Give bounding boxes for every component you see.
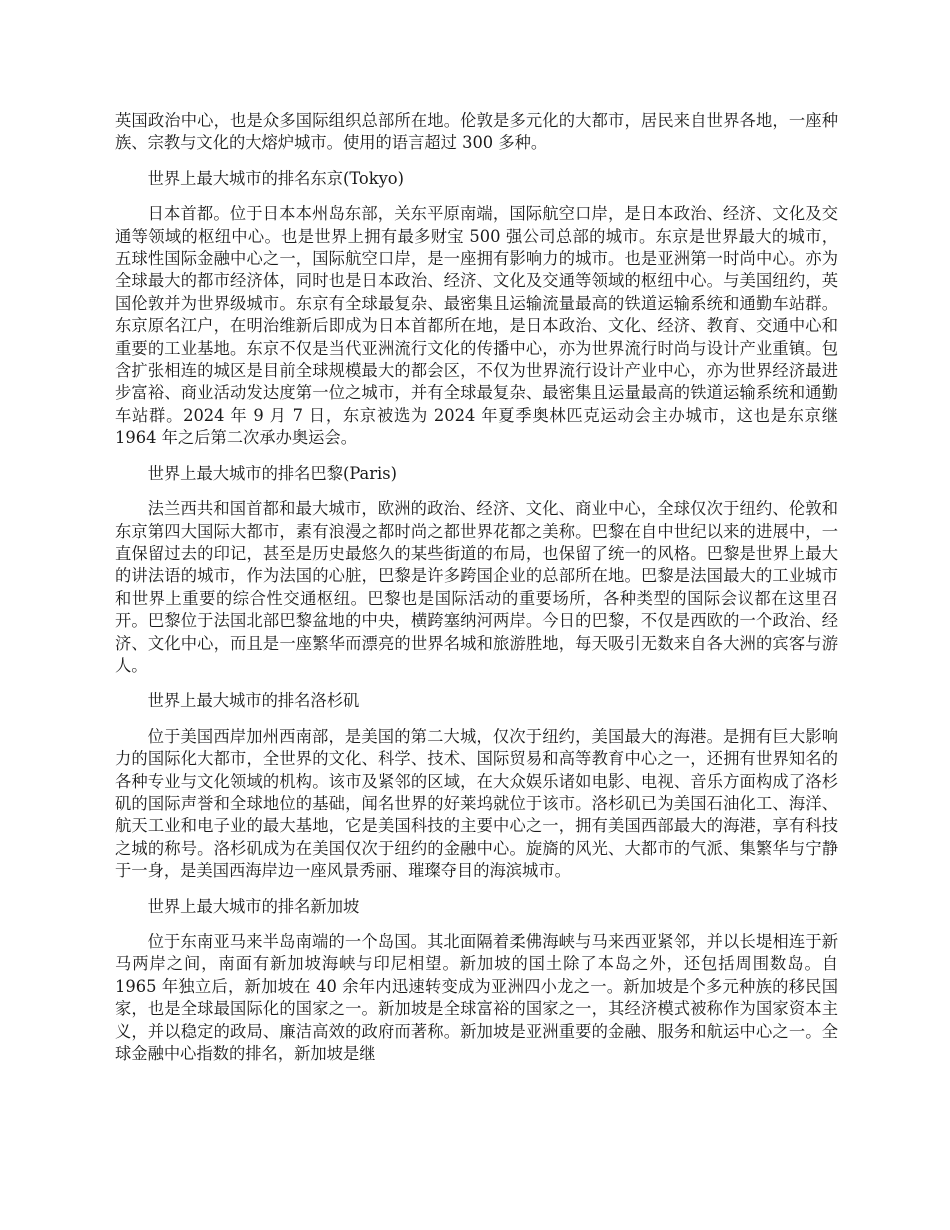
paragraph-singapore: 位于东南亚马来半岛南端的一个岛国。其北面隔着柔佛海峡与马来西亚紧邻，并以长堤相连于新马两岸之间，南面有新加坡海峡与印尼相望。新加坡的国土除了本岛之外，还包括周围数岛。自 1965 年独立后，新加坡在 40 余年内迅速转变成为亚洲四小龙之一。新加坡是个多元种族的移民国家，也是全球最国际化的国家之一。新加坡是全球富裕的国家之一，其经济模式被称作为国家资本主义，并以稳定的政局、廉洁高效的政府而著称。新加坡是亚洲重要的金融、服务和航运中心之一。全球金融中心指数的排名，新加坡是继 [115,932,838,1064]
paragraph-london-cont: 英国政治中心，也是众多国际组织总部所在地。伦敦是多元化的大都市，居民来自世界各地，一座种族、宗教与文化的大熔炉城市。使用的语言超过 300 多种。 [115,111,838,153]
paragraph-tokyo: 日本首都。位于日本本州岛东部，关东平原南端，国际航空口岸，是日本政治、经济、文化及交通等领域的枢纽中心。也是世界上拥有最多财宝 500 强公司总部的城市。东京是世界最大的城市，五球性国际金融中心之一，国际航空口岸，是一座拥有影响力的城市。也是亚洲第一时尚中心。亦为全球最大的都市经济体，同时也是日本政治、经济、文化及交通等领域的枢纽中心。与美国纽约，英国伦敦并为世界级城市。东京有全球最复杂、最密集且运输流量最高的铁道运输系统和通勤车站群。东京原名江户，在明治维新后即成为日本首都所在地，是日本政治、文化、经济、教育、交通中心和重要的工业基地。东京不仅是当代亚洲流行文化的传播中心，亦为世界流行时尚与设计产业重镇。包含扩张相连的城区是目前全球规模最大的都会区，不仅为世界流行设计产业中心，亦为世界经济最进步富裕、商业活动发达度第一位之城市，并有全球最复杂、最密集且运量最高的铁道运输系统和通勤车站群。2024 年 9 月 7 日，东京被选为 2024 年夏季奥林匹克运动会主办城市，这也是东京继 1964 年之后第二次承办奥运会。 [115,204,838,448]
heading-los-angeles: 世界上最大城市的排名洛杉矶 [147,691,360,711]
document-page [115,110,838,1078]
heading-paris: 世界上最大城市的排名巴黎(Paris) [147,463,397,483]
paragraph-los-angeles: 位于美国西岸加州西南部，是美国的第二大城，仅次于纽约，美国最大的海港。是拥有巨大影响力的国际化大都市，全世界的文化、科学、技术、国际贸易和高等教育中心之一，还拥有世界知名的各种专业与文化领域的机构。该市及紧邻的区域，在大众娱乐诸如电影、电视、音乐方面构成了洛杉矶的国际声誉和全球地位的基础，闻名世界的好莱坞就位于该市。洛杉矶已为美国石油化工、海洋、航天工业和电子业的最大基地，它是美国科技的主要中心之一，拥有美国西部最大的海港，享有科技之城的称号。洛杉矶成为在美国仅次于纽约的金融中心。旋旖的风光、大都市的气派、集繁华与宁静于一身，是美国西海岸边一座风景秀丽、璀璨夺目的海滨城市。 [115,726,838,881]
heading-singapore: 世界上最大城市的排名新加坡 [147,896,360,916]
paragraph-paris: 法兰西共和国首都和最大城市，欧洲的政治、经济、文化、商业中心，全球仅次于纽约、伦敦和东京第四大国际大都市，素有浪漫之都时尚之都世界花都之美称。巴黎在自中世纪以来的进展中，一直保留过去的印记，甚至是历史最悠久的某些街道的布局，也保留了统一的风格。巴黎是世界上最大的讲法语的城市，作为法国的心脏，巴黎是许多跨国企业的总部所在地。巴黎是法国最大的工业城市和世界上重要的综合性交通枢纽。巴黎也是国际活动的重要场所，各种类型的国际会议都在这里召开。巴黎位于法国北部巴黎盆地的中央，横跨塞纳河两岸。今日的巴黎，不仅是西欧的一个政治、经济、文化中心，而且是一座繁华而漂亮的世界名城和旅游胜地，每天吸引无数来自各大洲的宾客与游人。 [115,499,838,675]
heading-tokyo: 世界上最大城市的排名东京(Tokyo) [147,168,404,188]
